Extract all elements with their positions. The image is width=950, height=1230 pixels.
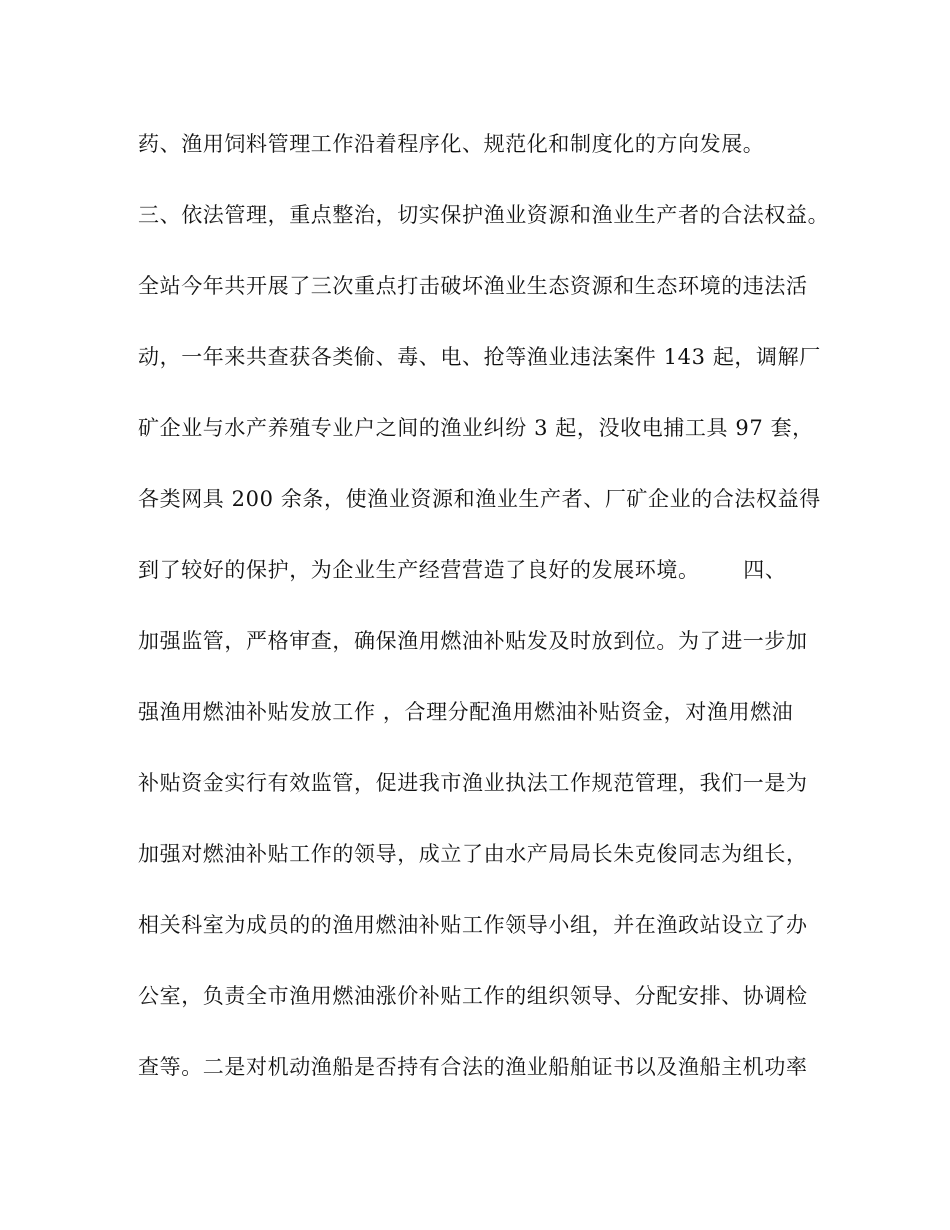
text-line: 补贴资金实行有效监管，促进我市渔业执法工作规范管理，我们一是为 <box>138 771 808 795</box>
text-line: 公室，负责全市渔用燃油涨价补贴工作的组织领导、分配安排、协调检 <box>138 984 808 1008</box>
text-line: 全站今年共开展了三次重点打击破坏渔业生态资源和生态环境的违法活 <box>138 274 808 298</box>
text-line: 加强对燃油补贴工作的领导，成立了由水产局局长朱克俊同志为组长， <box>138 842 808 866</box>
text-line: 加强监管，严格审查，确保渔用燃油补贴发及时放到位。为了进一步加 <box>138 629 808 653</box>
text-line: 三、依法管理，重点整治，切实保护渔业资源和渔业生产者的合法权益。 <box>138 203 830 227</box>
text-line: 动，一年来共查获各类偷、毒、电、抢等渔业违法案件 143 起，调解厂 <box>138 345 821 369</box>
text-line: 各类网具 200 余条，使渔业资源和渔业生产者、厂矿企业的合法权益得 <box>138 487 821 511</box>
text-line: 到了较好的保护，为企业生产经营营造了良好的发展环境。 四、 <box>138 558 787 582</box>
text-line: 药、渔用饲料管理工作沿着程序化、规范化和制度化的方向发展。 <box>138 132 765 156</box>
text-line: 相关科室为成员的的渔用燃油补贴工作领导小组，并在渔政站设立了办 <box>138 913 808 937</box>
text-line: 查等。二是对机动渔船是否持有合法的渔业船舶证书以及渔船主机功率 <box>138 1055 808 1079</box>
text-line: 矿企业与水产养殖专业户之间的渔业纠纷 3 起，没收电捕工具 97 套， <box>138 416 814 440</box>
text-line: 强渔用燃油补贴发放工作 ，合理分配渔用燃油补贴资金，对渔用燃油 <box>138 700 794 724</box>
